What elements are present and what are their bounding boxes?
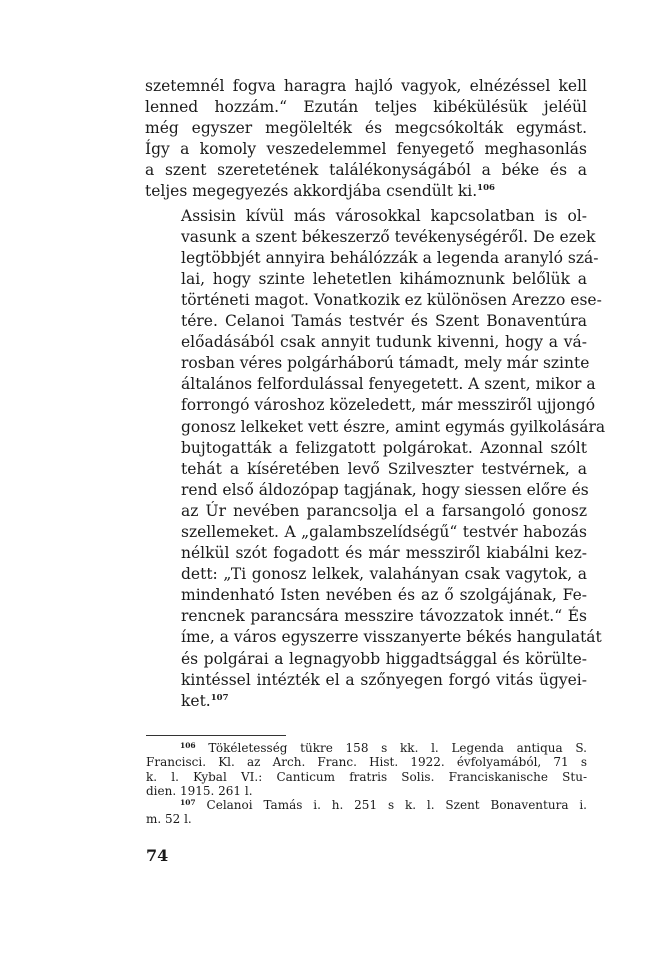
text-line: bujtogatták a felizgatott polgárokat. Azonnal szólt: [181, 438, 587, 457]
text-line: általános felfordulással fenyegetett. A szent, mikor a: [181, 375, 596, 394]
text-line: tehát a kíséretében levő Szilveszter testvérnek, a: [181, 459, 587, 478]
footnote-text: Celanoi Tamás i. h. 251 s k. l. Szent Bonaventura i.: [206, 798, 587, 813]
text-line: az Úr nevében parancsolja el a farsangoló gonosz: [181, 501, 587, 520]
footnote-number: 107: [180, 798, 196, 808]
text-line: szetemnél fogva haragra hajló vagyok, elnézéssel kell: [145, 77, 587, 95]
text-line: Így a komoly veszedelemmel fenyegető meghasonlás: [145, 140, 587, 159]
footnote-text: Tökéletesség tükre 158 s kk. l. Legenda antiqua S.: [208, 741, 587, 755]
footnote-line: [146, 741, 587, 755]
footnote-line: dien. 1915. 261 l.: [146, 783, 253, 798]
footnote-separator: [146, 735, 286, 736]
text-line: még egyszer megölelték és megcsókolták egymást.: [145, 119, 587, 138]
footnote-line: [146, 798, 587, 812]
text-line: kintéssel intézték el a szőnyegen forgó vitás ügyei-: [181, 670, 587, 689]
text-line: történeti magot. Vonatkozik ez különösen Arezzo ese-: [181, 290, 602, 309]
text-line: gonosz lelkeket vett észre, amint egymás gyilkolására: [181, 417, 606, 436]
text-line: és polgárai a legnagyobb higgadtsággal és körülte-: [181, 649, 587, 668]
text-line: szellemeket. A „galambszelídségű“ testvér habozás: [181, 522, 587, 541]
paragraph-1: [145, 76, 587, 203]
footnote-reference-107: 107: [210, 692, 229, 703]
footnote-line: k. l. Kybal VI.: Canticum fratris Solis. Franciskanische Stu-: [146, 769, 587, 784]
text-line-last: [145, 691, 587, 712]
text-line: rosban véres polgárháború támadt, mely már szinte: [181, 354, 590, 373]
text-line: mindenható Isten nevében és az ő szolgájának, Fe-: [181, 586, 587, 605]
text-line: íme, a város egyszerre visszanyerte békés hangulatát: [181, 628, 602, 647]
text-line: dett: „Ti gonosz lelkek, valahányan csak vagytok, a: [181, 565, 587, 584]
text-line: forrongó városhoz közeledett, már messziről ujjongó: [181, 396, 596, 415]
footnote-number: 106: [180, 741, 196, 750]
page-number: 74: [146, 846, 169, 865]
text-line: nélkül szót fogadott és már messziről kiabálni kez-: [181, 544, 587, 563]
main-text: [145, 76, 606, 712]
text-line: tére. Celanoi Tamás testvér és Szent Bonaventúra: [181, 312, 587, 331]
footnote-reference-106: 106: [477, 183, 495, 194]
footnote-line: Francisci. Kl. az Arch. Franc. Hist. 1922. évfolyamából, 71 s: [146, 755, 587, 770]
footnotes: [146, 741, 587, 827]
text-line: előadásából csak annyit tudunk kivenni, hogy a vá-: [181, 333, 587, 352]
text-line: vasunk a szent békeszerző tevékenységéről. De ezek: [181, 227, 596, 246]
text-line: legtöbbjét annyira behálózzák a legenda aranyló szá-: [181, 248, 599, 267]
footnote-107: [146, 798, 587, 827]
footnote-106: [146, 741, 587, 798]
text-line-last: [145, 181, 587, 202]
text-line: Assisin kívül más városokkal kapcsolatban is ol-: [181, 206, 587, 225]
text-line: a szent szeretetének találékonyságából a béke és a: [145, 161, 587, 180]
text-line: lai, hogy szinte lehetetlen kihámoznunk belőlük a: [181, 269, 587, 288]
text-line: lenned hozzám.“ Ezután teljes kibékülésük jeléül: [145, 98, 587, 117]
text-line: rencnek parancsára messzire távozzatok innét.“ És: [181, 607, 587, 626]
footnote-line: m. 52 l.: [146, 812, 192, 827]
paragraph-2: [145, 206, 606, 712]
text-line: rend első áldozópap tagjának, hogy siessen előre és: [181, 480, 589, 499]
text-line-content: teljes megegyezés akkordjába csendült ki.: [145, 182, 478, 201]
text-line-content: ket.: [181, 691, 211, 710]
